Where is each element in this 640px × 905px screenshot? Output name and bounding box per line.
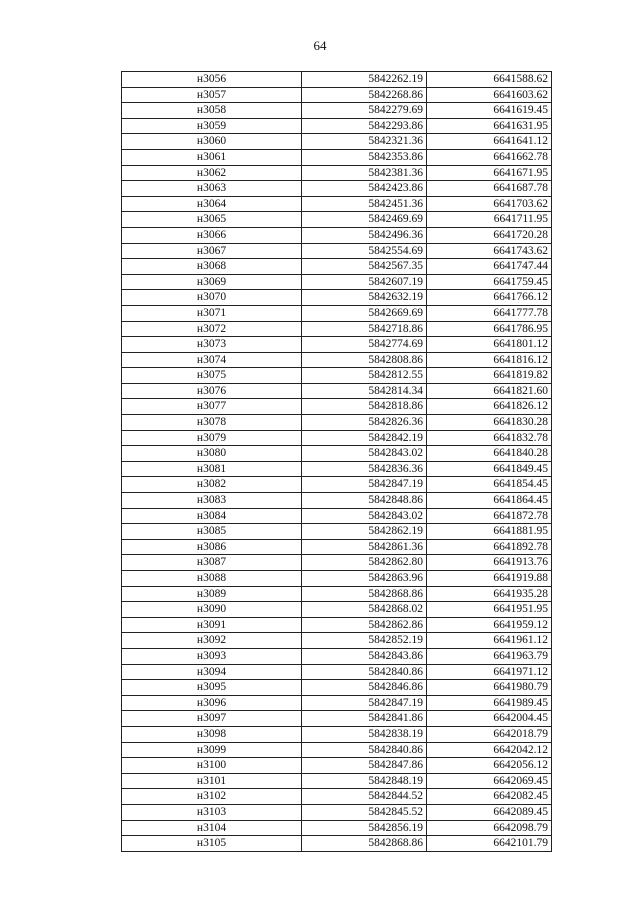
- y-coordinate-cell: 6641826.12: [427, 399, 552, 415]
- table-row: [122, 524, 552, 540]
- point-id-cell: н3095: [122, 680, 302, 696]
- table-row: [122, 508, 552, 524]
- table-row: [122, 72, 552, 88]
- point-id-cell: н3072: [122, 321, 302, 337]
- table-row: [122, 680, 552, 696]
- y-coordinate-cell: 6641662.78: [427, 149, 552, 165]
- y-coordinate-cell: 6642098.79: [427, 820, 552, 836]
- x-coordinate-cell: 5842868.86: [302, 836, 427, 852]
- x-coordinate-cell: 5842848.86: [302, 493, 427, 509]
- point-id-cell: н3068: [122, 259, 302, 275]
- x-coordinate-cell: 5842814.34: [302, 383, 427, 399]
- x-coordinate-cell: 5842812.55: [302, 368, 427, 384]
- y-coordinate-cell: 6642042.12: [427, 742, 552, 758]
- x-coordinate-cell: 5842847.19: [302, 477, 427, 493]
- x-coordinate-cell: 5842262.19: [302, 72, 427, 88]
- y-coordinate-cell: 6641720.28: [427, 227, 552, 243]
- x-coordinate-cell: 5842808.86: [302, 352, 427, 368]
- point-id-cell: н3056: [122, 72, 302, 88]
- y-coordinate-cell: 6641935.28: [427, 586, 552, 602]
- x-coordinate-cell: 5842848.19: [302, 773, 427, 789]
- table-row: [122, 477, 552, 493]
- table-row: [122, 648, 552, 664]
- table-row: [122, 461, 552, 477]
- table-row: [122, 493, 552, 509]
- table-row: [122, 368, 552, 384]
- point-id-cell: н3060: [122, 134, 302, 150]
- y-coordinate-cell: 6641830.28: [427, 415, 552, 431]
- table-row: [122, 149, 552, 165]
- table-row: [122, 664, 552, 680]
- table-row: [122, 726, 552, 742]
- x-coordinate-cell: 5842841.86: [302, 711, 427, 727]
- y-coordinate-cell: 6641980.79: [427, 680, 552, 696]
- x-coordinate-cell: 5842863.96: [302, 571, 427, 587]
- x-coordinate-cell: 5842669.69: [302, 305, 427, 321]
- y-coordinate-cell: 6641919.88: [427, 571, 552, 587]
- x-coordinate-cell: 5842632.19: [302, 290, 427, 306]
- point-id-cell: н3066: [122, 227, 302, 243]
- y-coordinate-cell: 6641777.78: [427, 305, 552, 321]
- y-coordinate-cell: 6641989.45: [427, 695, 552, 711]
- y-coordinate-cell: 6641963.79: [427, 648, 552, 664]
- table-row: [122, 617, 552, 633]
- table-row: [122, 415, 552, 431]
- table-row: [122, 555, 552, 571]
- y-coordinate-cell: 6641641.12: [427, 134, 552, 150]
- y-coordinate-cell: 6642069.45: [427, 773, 552, 789]
- point-id-cell: н3098: [122, 726, 302, 742]
- x-coordinate-cell: 5842268.86: [302, 87, 427, 103]
- point-id-cell: н3065: [122, 212, 302, 228]
- x-coordinate-cell: 5842862.80: [302, 555, 427, 571]
- point-id-cell: н3078: [122, 415, 302, 431]
- point-id-cell: н3104: [122, 820, 302, 836]
- point-id-cell: н3091: [122, 617, 302, 633]
- point-id-cell: н3074: [122, 352, 302, 368]
- point-id-cell: н3064: [122, 196, 302, 212]
- table-row: [122, 836, 552, 852]
- y-coordinate-cell: 6641759.45: [427, 274, 552, 290]
- table-row: [122, 758, 552, 774]
- table-row: [122, 399, 552, 415]
- x-coordinate-cell: 5842845.52: [302, 804, 427, 820]
- point-id-cell: н3069: [122, 274, 302, 290]
- x-coordinate-cell: 5842567.35: [302, 259, 427, 275]
- table-row: [122, 602, 552, 618]
- x-coordinate-cell: 5842381.36: [302, 165, 427, 181]
- y-coordinate-cell: 6641703.62: [427, 196, 552, 212]
- x-coordinate-cell: 5842279.69: [302, 103, 427, 119]
- x-coordinate-cell: 5842818.86: [302, 399, 427, 415]
- point-id-cell: н3075: [122, 368, 302, 384]
- table-row: [122, 352, 552, 368]
- table-row: [122, 383, 552, 399]
- point-id-cell: н3077: [122, 399, 302, 415]
- y-coordinate-cell: 6641971.12: [427, 664, 552, 680]
- point-id-cell: н3096: [122, 695, 302, 711]
- y-coordinate-cell: 6641821.60: [427, 383, 552, 399]
- table-row: [122, 586, 552, 602]
- y-coordinate-cell: 6642101.79: [427, 836, 552, 852]
- table-row: [122, 305, 552, 321]
- table-row: [122, 243, 552, 259]
- x-coordinate-cell: 5842862.86: [302, 617, 427, 633]
- x-coordinate-cell: 5842353.86: [302, 149, 427, 165]
- y-coordinate-cell: 6641801.12: [427, 337, 552, 353]
- point-id-cell: н3093: [122, 648, 302, 664]
- point-id-cell: н3085: [122, 524, 302, 540]
- table-row: [122, 196, 552, 212]
- y-coordinate-cell: 6641819.82: [427, 368, 552, 384]
- y-coordinate-cell: 6642089.45: [427, 804, 552, 820]
- point-id-cell: н3094: [122, 664, 302, 680]
- y-coordinate-cell: 6641816.12: [427, 352, 552, 368]
- x-coordinate-cell: 5842451.36: [302, 196, 427, 212]
- point-id-cell: н3105: [122, 836, 302, 852]
- x-coordinate-cell: 5842774.69: [302, 337, 427, 353]
- point-id-cell: н3088: [122, 571, 302, 587]
- table-row: [122, 321, 552, 337]
- x-coordinate-cell: 5842862.19: [302, 524, 427, 540]
- point-id-cell: н3067: [122, 243, 302, 259]
- point-id-cell: н3086: [122, 539, 302, 555]
- y-coordinate-cell: 6642082.45: [427, 789, 552, 805]
- x-coordinate-cell: 5842293.86: [302, 118, 427, 134]
- x-coordinate-cell: 5842843.02: [302, 446, 427, 462]
- y-coordinate-cell: 6641892.78: [427, 539, 552, 555]
- x-coordinate-cell: 5842843.02: [302, 508, 427, 524]
- table-row: [122, 711, 552, 727]
- y-coordinate-cell: 6642018.79: [427, 726, 552, 742]
- point-id-cell: н3083: [122, 493, 302, 509]
- point-id-cell: н3101: [122, 773, 302, 789]
- y-coordinate-cell: 6641603.62: [427, 87, 552, 103]
- x-coordinate-cell: 5842826.36: [302, 415, 427, 431]
- x-coordinate-cell: 5842718.86: [302, 321, 427, 337]
- coordinates-table: [121, 71, 552, 852]
- table-row: [122, 633, 552, 649]
- x-coordinate-cell: 5842842.19: [302, 430, 427, 446]
- point-id-cell: н3062: [122, 165, 302, 181]
- point-id-cell: н3073: [122, 337, 302, 353]
- point-id-cell: н3100: [122, 758, 302, 774]
- x-coordinate-cell: 5842856.19: [302, 820, 427, 836]
- x-coordinate-cell: 5842847.19: [302, 695, 427, 711]
- x-coordinate-cell: 5842868.86: [302, 586, 427, 602]
- y-coordinate-cell: 6641747.44: [427, 259, 552, 275]
- point-id-cell: н3061: [122, 149, 302, 165]
- x-coordinate-cell: 5842321.36: [302, 134, 427, 150]
- table-row: [122, 103, 552, 119]
- point-id-cell: н3081: [122, 461, 302, 477]
- table-row: [122, 181, 552, 197]
- y-coordinate-cell: 6641832.78: [427, 430, 552, 446]
- point-id-cell: н3057: [122, 87, 302, 103]
- point-id-cell: н3102: [122, 789, 302, 805]
- y-coordinate-cell: 6641631.95: [427, 118, 552, 134]
- y-coordinate-cell: 6642056.12: [427, 758, 552, 774]
- x-coordinate-cell: 5842838.19: [302, 726, 427, 742]
- table-row: [122, 789, 552, 805]
- point-id-cell: н3097: [122, 711, 302, 727]
- y-coordinate-cell: 6641951.95: [427, 602, 552, 618]
- table-row: [122, 337, 552, 353]
- y-coordinate-cell: 6641849.45: [427, 461, 552, 477]
- y-coordinate-cell: 6641840.28: [427, 446, 552, 462]
- table-row: [122, 571, 552, 587]
- coordinates-table-body: [122, 72, 552, 852]
- y-coordinate-cell: 6641864.45: [427, 493, 552, 509]
- y-coordinate-cell: 6641786.95: [427, 321, 552, 337]
- point-id-cell: н3076: [122, 383, 302, 399]
- y-coordinate-cell: 6641872.78: [427, 508, 552, 524]
- table-row: [122, 804, 552, 820]
- point-id-cell: н3070: [122, 290, 302, 306]
- table-row: [122, 259, 552, 275]
- table-row: [122, 742, 552, 758]
- y-coordinate-cell: 6641687.78: [427, 181, 552, 197]
- table-row: [122, 227, 552, 243]
- table-row: [122, 165, 552, 181]
- table-row: [122, 446, 552, 462]
- table-row: [122, 134, 552, 150]
- point-id-cell: н3084: [122, 508, 302, 524]
- x-coordinate-cell: 5842496.36: [302, 227, 427, 243]
- table-row: [122, 290, 552, 306]
- table-row: [122, 539, 552, 555]
- point-id-cell: н3087: [122, 555, 302, 571]
- table-row: [122, 274, 552, 290]
- page-number: 64: [313, 38, 327, 53]
- y-coordinate-cell: 6641743.62: [427, 243, 552, 259]
- x-coordinate-cell: 5842868.02: [302, 602, 427, 618]
- point-id-cell: н3082: [122, 477, 302, 493]
- x-coordinate-cell: 5842423.86: [302, 181, 427, 197]
- point-id-cell: н3058: [122, 103, 302, 119]
- table-row: [122, 118, 552, 134]
- x-coordinate-cell: 5842554.69: [302, 243, 427, 259]
- y-coordinate-cell: 6641961.12: [427, 633, 552, 649]
- point-id-cell: н3099: [122, 742, 302, 758]
- x-coordinate-cell: 5842840.86: [302, 742, 427, 758]
- y-coordinate-cell: 6641913.76: [427, 555, 552, 571]
- x-coordinate-cell: 5842846.86: [302, 680, 427, 696]
- x-coordinate-cell: 5842844.52: [302, 789, 427, 805]
- point-id-cell: н3080: [122, 446, 302, 462]
- y-coordinate-cell: 6641766.12: [427, 290, 552, 306]
- table-row: [122, 430, 552, 446]
- point-id-cell: н3090: [122, 602, 302, 618]
- y-coordinate-cell: 6642004.45: [427, 711, 552, 727]
- x-coordinate-cell: 5842840.86: [302, 664, 427, 680]
- point-id-cell: н3071: [122, 305, 302, 321]
- y-coordinate-cell: 6641959.12: [427, 617, 552, 633]
- x-coordinate-cell: 5842861.36: [302, 539, 427, 555]
- x-coordinate-cell: 5842607.19: [302, 274, 427, 290]
- point-id-cell: н3079: [122, 430, 302, 446]
- table-row: [122, 212, 552, 228]
- y-coordinate-cell: 6641854.45: [427, 477, 552, 493]
- x-coordinate-cell: 5842836.36: [302, 461, 427, 477]
- point-id-cell: н3089: [122, 586, 302, 602]
- y-coordinate-cell: 6641711.95: [427, 212, 552, 228]
- x-coordinate-cell: 5842843.86: [302, 648, 427, 664]
- x-coordinate-cell: 5842852.19: [302, 633, 427, 649]
- y-coordinate-cell: 6641619.45: [427, 103, 552, 119]
- x-coordinate-cell: 5842469.69: [302, 212, 427, 228]
- y-coordinate-cell: 6641588.62: [427, 72, 552, 88]
- x-coordinate-cell: 5842847.86: [302, 758, 427, 774]
- table-row: [122, 87, 552, 103]
- table-row: [122, 820, 552, 836]
- table-row: [122, 773, 552, 789]
- point-id-cell: н3063: [122, 181, 302, 197]
- point-id-cell: н3103: [122, 804, 302, 820]
- point-id-cell: н3092: [122, 633, 302, 649]
- y-coordinate-cell: 6641881.95: [427, 524, 552, 540]
- point-id-cell: н3059: [122, 118, 302, 134]
- table-row: [122, 695, 552, 711]
- y-coordinate-cell: 6641671.95: [427, 165, 552, 181]
